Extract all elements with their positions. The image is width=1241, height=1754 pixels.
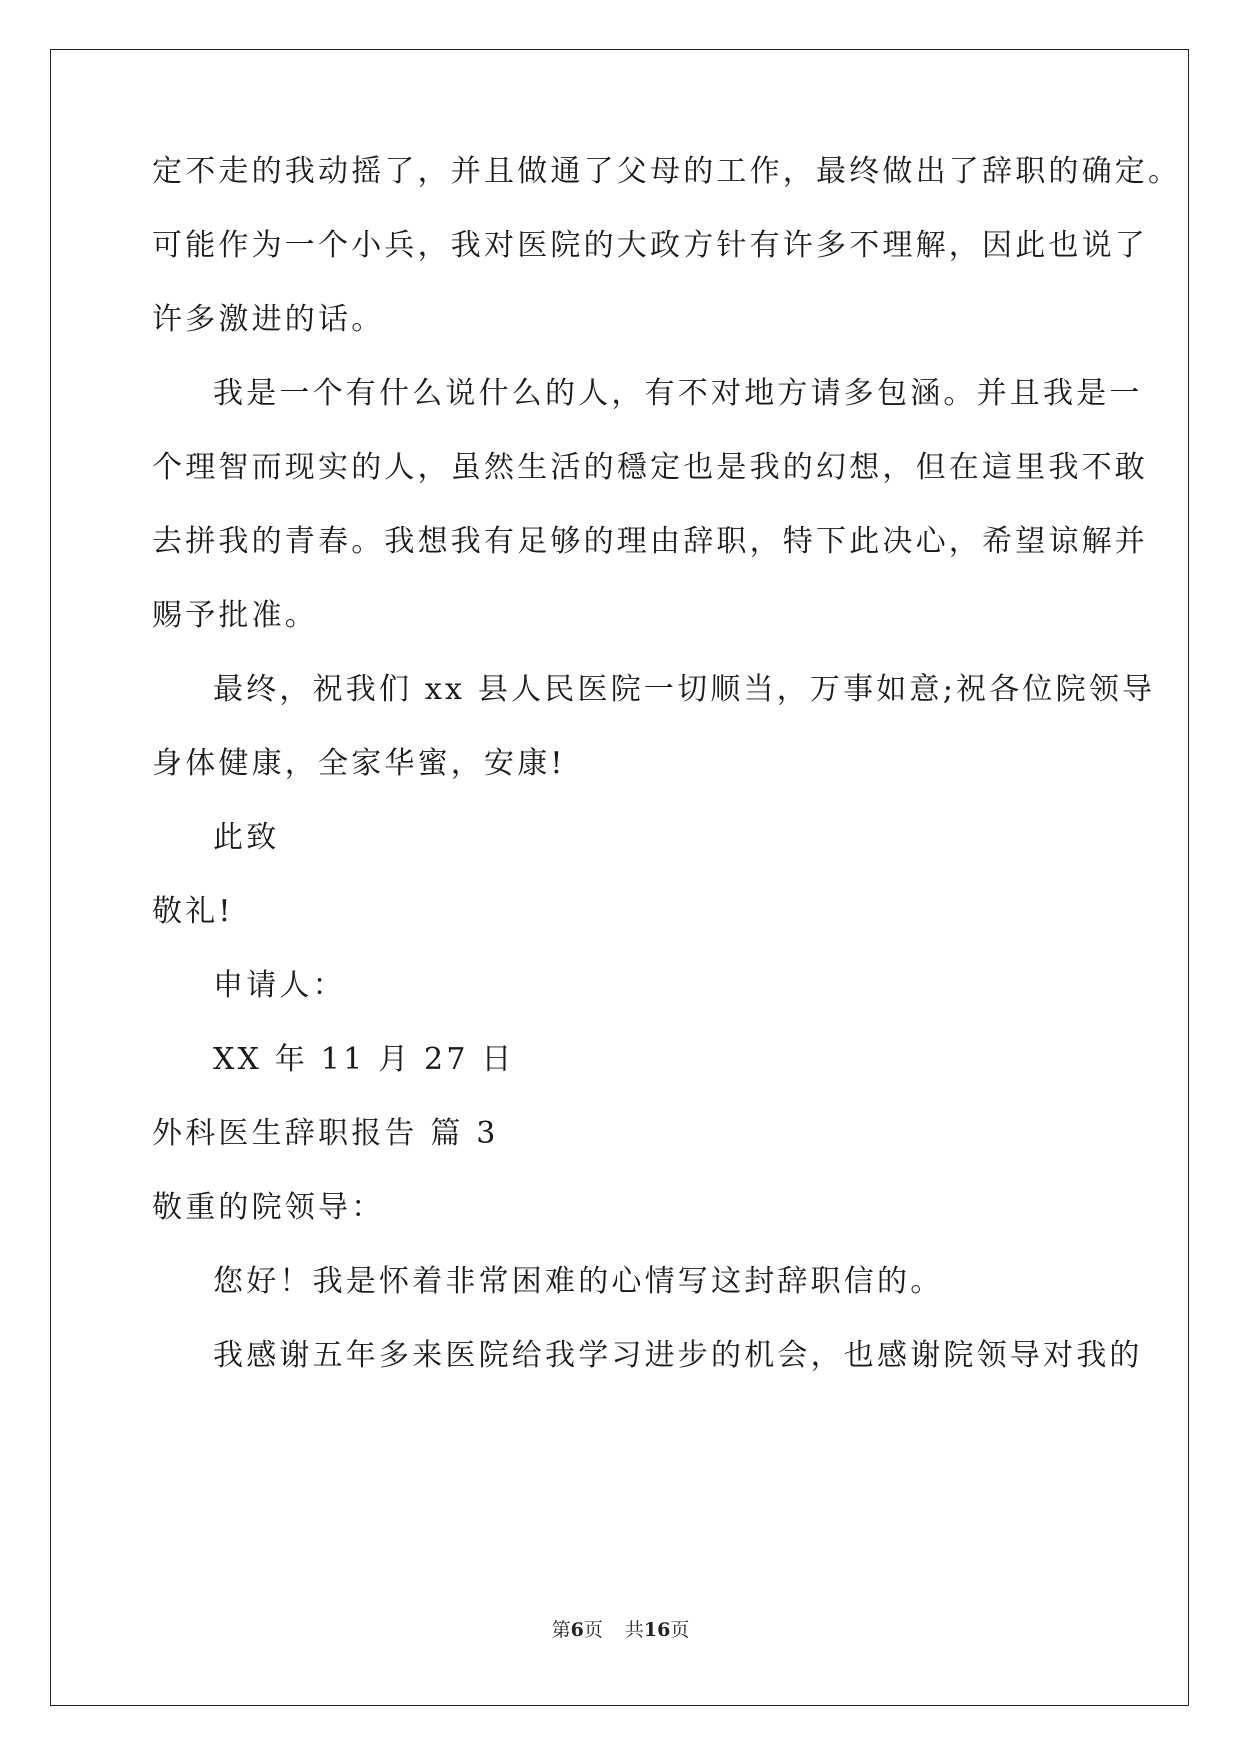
body-line: 可能作为一个小兵，我对医院的大政方针有许多不理解，因此也说了 bbox=[152, 228, 1148, 263]
section-heading: 外科医生辞职报告 篇 3 bbox=[152, 1116, 499, 1151]
total-prefix: 共 bbox=[624, 1619, 644, 1641]
body-line: 个理智而现实的人，虽然生活的穩定也是我的幻想，但在這里我不敢 bbox=[152, 450, 1148, 485]
page-number-footer bbox=[0, 1618, 1241, 1642]
page-total: 16 bbox=[643, 1619, 671, 1641]
body-line: 许多激进的话。 bbox=[152, 302, 385, 337]
body-line: 赐予批准。 bbox=[152, 598, 318, 633]
page-prefix: 第 bbox=[551, 1619, 571, 1641]
body-line: 定不走的我动摇了，并且做通了父母的工作，最终做出了辞职的确定。 bbox=[152, 154, 1182, 189]
paragraph-start-line: 最终，祝我们 xx 县人民医院一切顺当，万事如意;祝各位院领导 bbox=[213, 672, 1156, 707]
page-border bbox=[50, 49, 1189, 1706]
closing-salutation: 此致 bbox=[213, 820, 280, 855]
letter-greeting: 敬重的院领导： bbox=[152, 1190, 385, 1225]
letter-date: XX 年 11 月 27 日 bbox=[213, 1042, 515, 1077]
closing-respect: 敬礼! bbox=[152, 894, 234, 929]
body-line: 身体健康，全家华蜜，安康! bbox=[152, 746, 566, 781]
page-unit: 页 bbox=[583, 1619, 603, 1641]
total-unit: 页 bbox=[670, 1619, 690, 1641]
paragraph-start-line: 我感谢五年多来医院给我学习进步的机会，也感谢院领导对我的 bbox=[213, 1338, 1143, 1373]
body-line: 去拼我的青春。我想我有足够的理由辞职，特下此决心，希望谅解并 bbox=[152, 524, 1148, 559]
applicant-label: 申请人： bbox=[213, 968, 346, 1003]
paragraph-start-line: 我是一个有什么说什么的人，有不对地方请多包涵。并且我是一 bbox=[213, 376, 1143, 411]
paragraph-start-line: 您好！我是怀着非常困难的心情写这封辞职信的。 bbox=[213, 1264, 944, 1299]
page-current: 6 bbox=[570, 1619, 584, 1641]
